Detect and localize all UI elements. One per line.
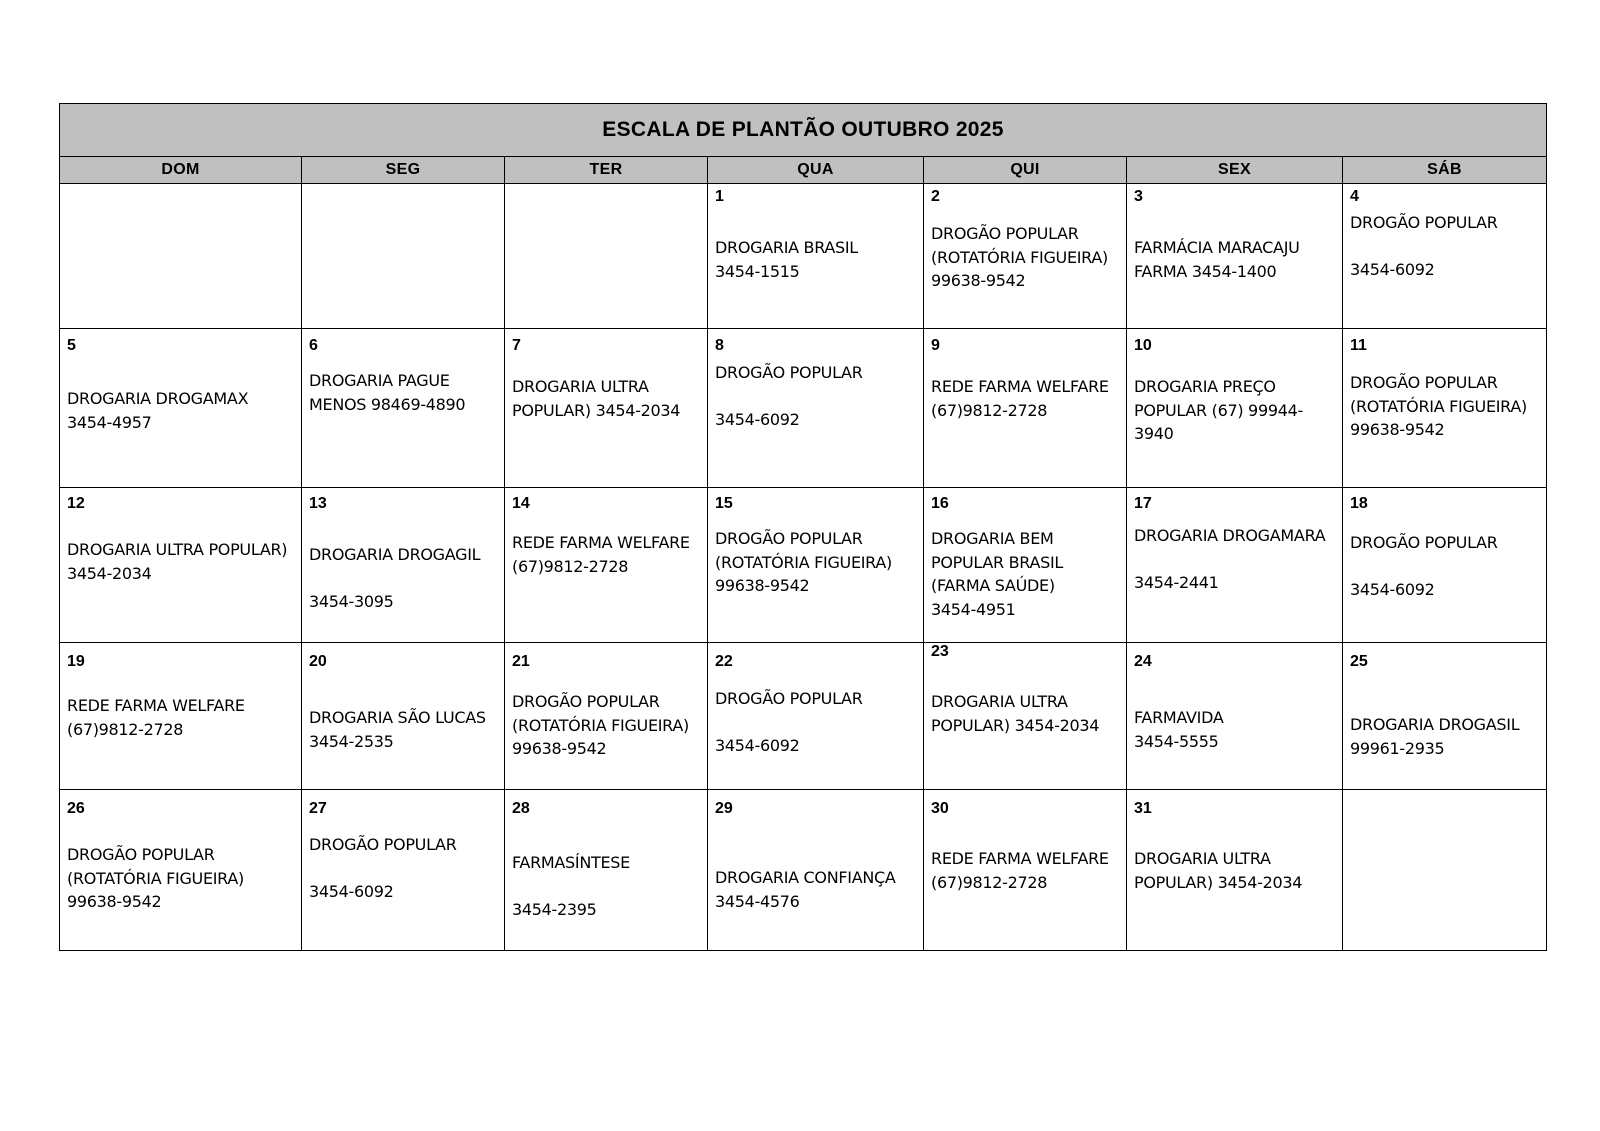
day-cell xyxy=(60,790,302,951)
day-cell xyxy=(505,329,708,488)
day-number: 6 xyxy=(309,337,318,354)
weekday-4: QUI xyxy=(924,157,1127,184)
pharmacy-info: DROGÃO POPULAR 3454-6092 xyxy=(309,835,457,901)
pharmacy-info: DROGÃO POPULAR 3454-6092 xyxy=(715,689,863,755)
calendar-table xyxy=(59,103,1547,951)
day-cell xyxy=(708,329,924,488)
day-cell xyxy=(1127,329,1343,488)
pharmacy-info: FARMÁCIA MARACAJU FARMA 3454-1400 xyxy=(1134,238,1300,281)
day-cell xyxy=(302,790,505,951)
day-cell xyxy=(1343,643,1547,790)
pharmacy-info: DROGARIA DROGAMAX 3454-4957 xyxy=(67,389,249,432)
day-number: 14 xyxy=(512,495,530,512)
week-row xyxy=(60,643,1547,790)
pharmacy-info: DROGARIA DROGASIL 99961-2935 xyxy=(1350,715,1520,758)
weekday-0: DOM xyxy=(60,157,302,184)
week-row xyxy=(60,184,1547,329)
day-number: 26 xyxy=(67,800,85,817)
day-number: 18 xyxy=(1350,495,1368,512)
day-number: 17 xyxy=(1134,495,1152,512)
pharmacy-info: DROGARIA ULTRA POPULAR) 3454-2034 xyxy=(1134,849,1303,892)
day-number: 24 xyxy=(1134,653,1152,670)
pharmacy-info: DROGÃO POPULAR (ROTATÓRIA FIGUEIRA) 99638-9542 xyxy=(931,224,1108,290)
day-number: 13 xyxy=(309,495,327,512)
day-cell xyxy=(1343,488,1547,643)
calendar-title: ESCALA DE PLANTÃO OUTUBRO 2025 xyxy=(60,104,1547,157)
day-number: 22 xyxy=(715,653,733,670)
day-cell xyxy=(60,488,302,643)
day-number: 28 xyxy=(512,800,530,817)
pharmacy-info: FARMASÍNTESE 3454-2395 xyxy=(512,853,630,919)
weekday-1: SEG xyxy=(302,157,505,184)
day-number: 21 xyxy=(512,653,530,670)
day-cell xyxy=(708,643,924,790)
day-number: 19 xyxy=(67,653,85,670)
empty-day-cell xyxy=(505,184,708,329)
pharmacy-info: DROGÃO POPULAR (ROTATÓRIA FIGUEIRA) 99638-9542 xyxy=(512,692,689,758)
pharmacy-info: REDE FARMA WELFARE (67)9812-2728 xyxy=(931,377,1109,420)
day-cell xyxy=(708,790,924,951)
pharmacy-info: DROGARIA BRASIL 3454-1515 xyxy=(715,238,858,281)
day-cell xyxy=(1127,184,1343,329)
pharmacy-info: DROGARIA ULTRA POPULAR) 3454-2034 xyxy=(931,692,1100,735)
pharmacy-info: DROGÃO POPULAR (ROTATÓRIA FIGUEIRA) 99638-9542 xyxy=(1350,373,1527,439)
empty-day-cell xyxy=(1343,790,1547,951)
pharmacy-info: DROGARIA SÃO LUCAS 3454-2535 xyxy=(309,708,486,751)
pharmacy-info: DROGÃO POPULAR 3454-6092 xyxy=(715,363,863,429)
day-number: 15 xyxy=(715,495,733,512)
day-number: 8 xyxy=(715,337,724,354)
day-number: 20 xyxy=(309,653,327,670)
day-cell xyxy=(1343,329,1547,488)
pharmacy-info: DROGARIA ULTRA POPULAR) 3454-2034 xyxy=(67,540,288,583)
day-number: 23 xyxy=(931,643,949,660)
week-row xyxy=(60,488,1547,643)
day-cell xyxy=(708,488,924,643)
pharmacy-info: DROGÃO POPULAR (ROTATÓRIA FIGUEIRA) 99638-9542 xyxy=(715,529,892,595)
day-cell xyxy=(924,329,1127,488)
pharmacy-info: DROGARIA PAGUE MENOS 98469-4890 xyxy=(309,371,466,414)
day-number: 9 xyxy=(931,337,940,354)
day-cell xyxy=(1127,790,1343,951)
weekday-header-row xyxy=(60,157,1547,184)
day-number: 29 xyxy=(715,800,733,817)
day-number: 11 xyxy=(1350,337,1367,354)
day-cell xyxy=(1127,643,1343,790)
day-cell xyxy=(1127,488,1343,643)
day-number: 12 xyxy=(67,495,85,512)
day-number: 4 xyxy=(1350,188,1359,205)
pharmacy-info: DROGARIA ULTRA POPULAR) 3454-2034 xyxy=(512,377,681,420)
weekday-5: SEX xyxy=(1127,157,1343,184)
day-number: 1 xyxy=(715,188,724,205)
pharmacy-info: DROGÃO POPULAR 3454-6092 xyxy=(1350,533,1498,599)
day-number: 27 xyxy=(309,800,327,817)
day-cell xyxy=(924,790,1127,951)
day-cell xyxy=(302,329,505,488)
day-cell xyxy=(924,643,1127,790)
day-cell xyxy=(708,184,924,329)
pharmacy-info: REDE FARMA WELFARE (67)9812-2728 xyxy=(931,849,1109,892)
day-number: 5 xyxy=(67,337,76,354)
day-cell xyxy=(924,488,1127,643)
day-cell xyxy=(505,790,708,951)
pharmacy-info: REDE FARMA WELFARE (67)9812-2728 xyxy=(67,696,245,739)
day-number: 16 xyxy=(931,495,949,512)
day-cell xyxy=(505,488,708,643)
day-cell xyxy=(60,329,302,488)
day-number: 25 xyxy=(1350,653,1368,670)
day-cell xyxy=(505,643,708,790)
empty-day-cell xyxy=(302,184,505,329)
week-row xyxy=(60,329,1547,488)
pharmacy-info: DROGARIA BEM POPULAR BRASIL (FARMA SAÚDE) 3454-4951 xyxy=(931,529,1064,619)
weekday-6: SÁB xyxy=(1343,157,1547,184)
day-number: 10 xyxy=(1134,337,1152,354)
pharmacy-info: DROGARIA DROGAGIL 3454-3095 xyxy=(309,545,481,611)
weekday-3: QUA xyxy=(708,157,924,184)
pharmacy-info: DROGÃO POPULAR 3454-6092 xyxy=(1350,213,1498,279)
pharmacy-info: DROGARIA CONFIANÇA 3454-4576 xyxy=(715,868,896,911)
week-row xyxy=(60,790,1547,951)
pharmacy-info: REDE FARMA WELFARE (67)9812-2728 xyxy=(512,533,690,576)
day-number: 30 xyxy=(931,800,949,817)
day-cell xyxy=(1343,184,1547,329)
day-cell xyxy=(302,488,505,643)
empty-day-cell xyxy=(60,184,302,329)
pharmacy-info: DROGARIA PREÇO POPULAR (67) 99944- 3940 xyxy=(1134,377,1303,443)
day-cell xyxy=(924,184,1127,329)
weekday-2: TER xyxy=(505,157,708,184)
pharmacy-info: FARMAVIDA 3454-5555 xyxy=(1134,708,1224,751)
day-cell xyxy=(60,643,302,790)
pharmacy-info: DROGARIA DROGAMARA 3454-2441 xyxy=(1134,526,1326,592)
day-number: 2 xyxy=(931,188,940,205)
pharmacy-info: DROGÃO POPULAR (ROTATÓRIA FIGUEIRA) 99638-9542 xyxy=(67,845,244,911)
day-cell xyxy=(302,643,505,790)
day-number: 31 xyxy=(1134,800,1152,817)
day-number: 7 xyxy=(512,337,521,354)
day-number: 3 xyxy=(1134,188,1143,205)
